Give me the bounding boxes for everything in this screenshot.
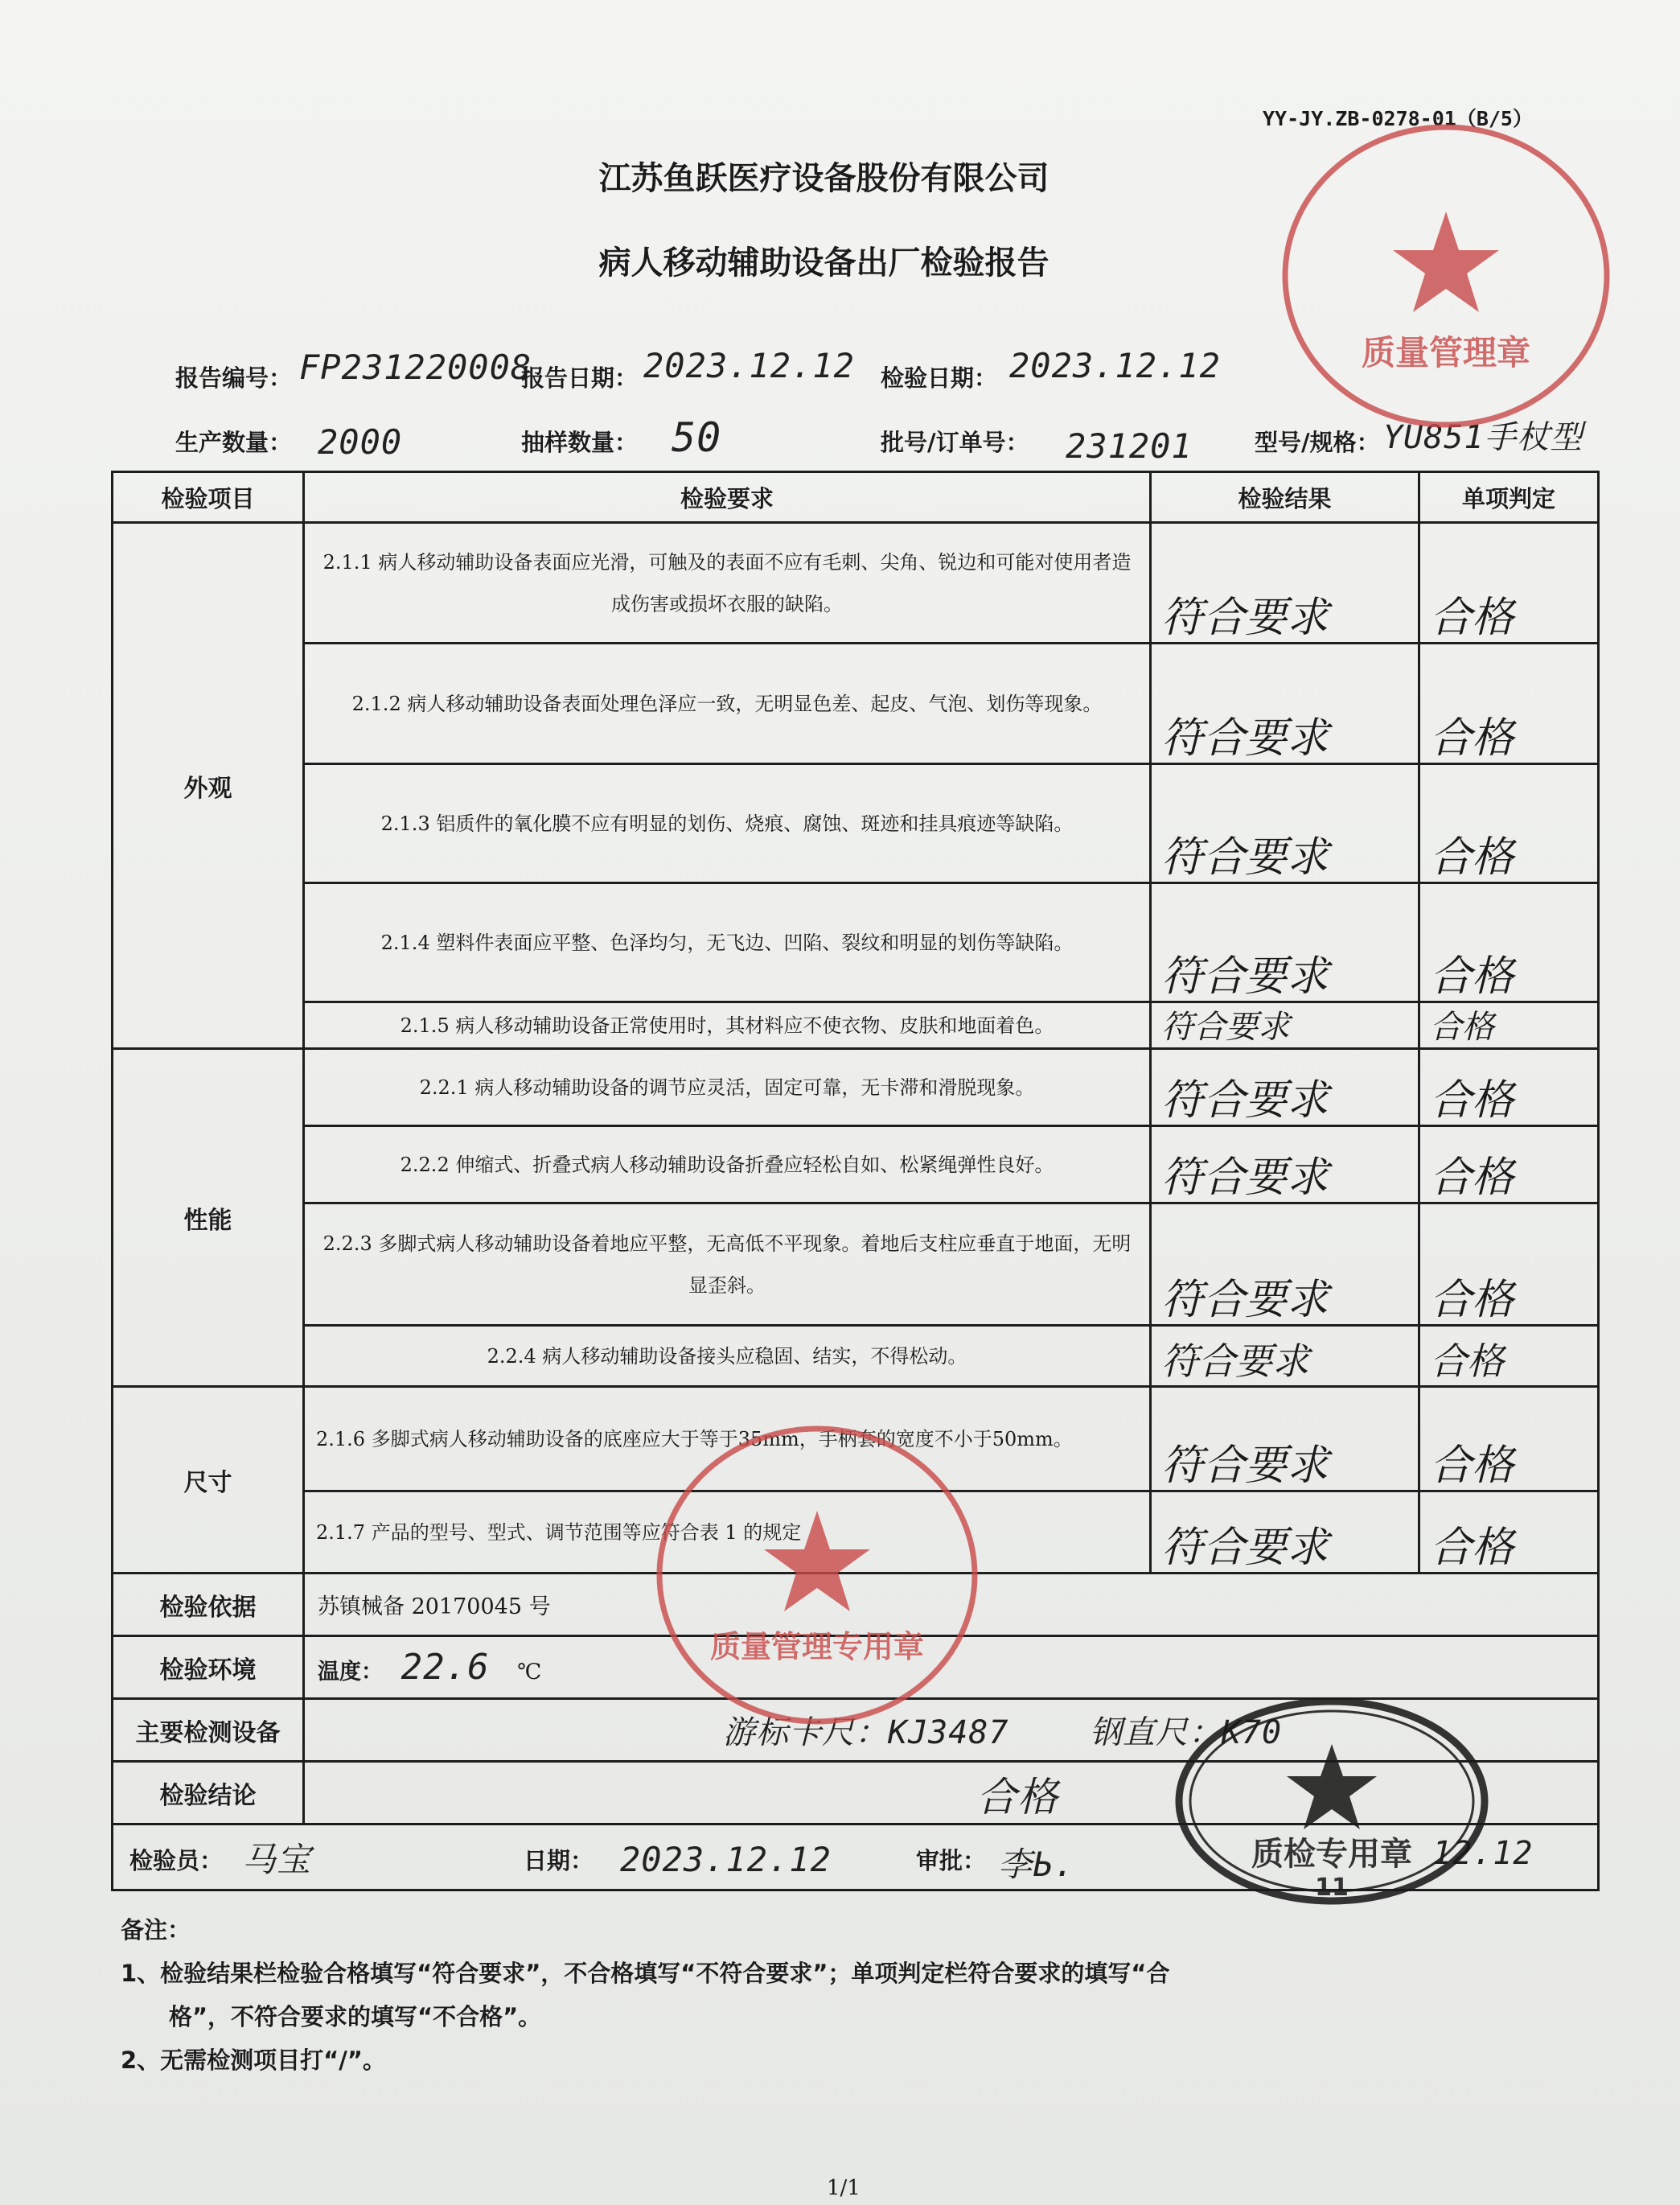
approver-signature: 李Ь. [998,1845,1075,1884]
requirement-cell: 2.1.7 产品的型号、型式、调节范围等应符合表 1 的规定 [304,1491,1151,1574]
note-1-cont: 格”，不符合要求的填写“不合格”。 [169,2003,542,2030]
result-cell: 符合要求 [1151,1002,1419,1049]
inspect-date-value: 2023.12.12 [1009,346,1221,385]
model-value: YU851手杖型 [1383,419,1583,456]
judge-cell: 合格 [1419,1049,1599,1126]
stamp-3-number: 11 [1315,1874,1349,1902]
judge-cell: 合格 [1419,1126,1599,1203]
inspector-label: 检验员： [129,1847,224,1874]
table-header-row [113,472,1599,523]
date-label: 日期： [524,1847,594,1874]
result-cell: 符合要求 [1151,1049,1419,1126]
col-result-header: 检验结果 [1151,472,1419,523]
result-cell: 符合要求 [1151,1326,1419,1387]
company-name: 江苏鱼跃医疗设备股份有限公司 [598,160,1049,197]
environment-label: 检验环境 [113,1636,304,1699]
black-qc-stamp [1173,1696,1491,1907]
report-date-label: 报告日期： [521,364,639,392]
page-number: 1/1 [827,2176,861,2200]
report-date-value: 2023.12.12 [643,346,855,385]
requirement-cell: 2.1.2 病人移动辅助设备表面处理色泽应一致，无明显色差、起皮、气泡、划伤等现象。 [304,644,1151,764]
result-cell: 符合要求 [1151,1203,1419,1326]
notes-section [121,1908,1488,2082]
temp-unit: ℃ [517,1660,542,1685]
document-code: YY-JY.ZB-0278-01（B/5） [1263,107,1533,130]
table-row [113,1326,1599,1387]
table-row [113,523,1599,644]
equipment-value: 游标卡尺：KJ3487 钢直尺：K70 [723,1714,1283,1751]
table-row [113,883,1599,1002]
stamp-2-label: 质量管理专用章 [709,1629,925,1664]
report-no-value: FP231220008 [299,348,532,387]
date-value: 2023.12.12 [620,1840,832,1879]
result-cell: 符合要求 [1151,1126,1419,1203]
sample-value: 50 [672,414,722,461]
judge-cell: 合格 [1419,1491,1599,1574]
conclusion-value: 合格 [976,1774,1058,1820]
judge-cell: 合格 [1419,883,1599,1002]
judge-cell: 合格 [1419,523,1599,644]
batch-label: 批号/订单号： [881,429,1029,456]
approve-label: 审批： [916,1847,987,1874]
table-row [113,764,1599,883]
conclusion-label: 检验结论 [113,1762,304,1824]
result-cell: 符合要求 [1151,1491,1419,1574]
requirement-cell: 2.1.6 多脚式病人移动辅助设备的底座应大于等于35mm，手柄套的宽度不小于50mm。 [304,1387,1151,1491]
stamp-1-label: 质量管理章 [1361,333,1531,372]
judge-cell: 合格 [1419,764,1599,883]
table-row [113,1002,1599,1049]
inspector-signature: 马宝 [242,1840,312,1879]
qty-label: 生产数量： [175,429,293,456]
red-quality-stamp-1 [1277,119,1615,433]
equipment-label: 主要检测设备 [113,1699,304,1762]
qty-value: 2000 [318,422,403,462]
result-cell: 符合要求 [1151,883,1419,1002]
col-req-header: 检验要求 [304,472,1151,523]
requirement-cell: 2.2.4 病人移动辅助设备接头应稳固、结实，不得松动。 [304,1326,1151,1387]
category-performance: 性能 [113,1049,304,1387]
basis-value: 苏镇械备 20170045 号 [304,1574,1599,1636]
requirement-cell: 2.1.4 塑料件表面应平整、色泽均匀，无飞边、凹陷、裂纹和明显的划伤等缺陷。 [304,883,1151,1002]
requirement-cell: 2.1.5 病人移动辅助设备正常使用时，其材料应不使衣物、皮肤和地面着色。 [304,1002,1151,1049]
table-row [113,644,1599,764]
basis-label: 检验依据 [113,1574,304,1636]
table-row [113,1126,1599,1203]
report-no-label: 报告编号： [175,364,293,392]
stamp-3-label: 质检专用章 [1251,1836,1412,1873]
result-cell: 符合要求 [1151,764,1419,883]
category-size: 尺寸 [113,1387,304,1574]
model-label: 型号/规格： [1255,429,1380,456]
temp-label: 温度： [318,1660,383,1685]
requirement-cell: 2.1.3 铝质件的氧化膜不应有明显的划伤、烧痕、腐蚀、斑迹和挂具痕迹等缺陷。 [304,764,1151,883]
judge-cell: 合格 [1419,644,1599,764]
batch-value: 231201 [1066,426,1193,466]
notes-title: 备注： [121,1916,191,1944]
inspect-date-label: 检验日期： [881,364,998,392]
col-judge-header: 单项判定 [1419,472,1599,523]
result-cell: 符合要求 [1151,644,1419,764]
approve-date: 12.12 [1432,1835,1534,1872]
requirement-cell: 2.2.1 病人移动辅助设备的调节应灵活，固定可靠，无卡滞和滑脱现象。 [304,1049,1151,1126]
result-cell: 符合要求 [1151,523,1419,644]
table-row [113,1203,1599,1326]
col-item-header: 检验项目 [113,472,304,523]
judge-cell: 合格 [1419,1203,1599,1326]
requirement-cell: 2.1.1 病人移动辅助设备表面应光滑，可触及的表面不应有毛刺、尖角、锐边和可能对使用者造成伤害或损坏衣服的缺陷。 [304,523,1151,644]
note-1: 1、检验结果栏检验合格填写“符合要求”，不合格填写“不符合要求”；单项判定栏符合要求的填写“合 [121,1960,1170,1987]
judge-cell: 合格 [1419,1002,1599,1049]
requirement-cell: 2.2.2 伸缩式、折叠式病人移动辅助设备折叠应轻松自如、松紧绳弹性良好。 [304,1126,1151,1203]
judge-cell: 合格 [1419,1326,1599,1387]
report-title: 病人移动辅助设备出厂检验报告 [598,245,1049,282]
temp-value: 22.6 [400,1647,490,1688]
result-cell: 符合要求 [1151,1387,1419,1491]
note-2: 2、无需检测项目打“/”。 [121,2047,386,2074]
judge-cell: 合格 [1419,1387,1599,1491]
requirement-cell: 2.2.3 多脚式病人移动辅助设备着地应平整，无高低不平现象。着地后支柱应垂直于地面，无明显歪斜。 [304,1203,1151,1326]
category-appearance: 外观 [113,523,304,1049]
sample-label: 抽样数量： [521,429,639,456]
red-quality-stamp-2 [653,1422,981,1728]
table-row [113,1049,1599,1126]
